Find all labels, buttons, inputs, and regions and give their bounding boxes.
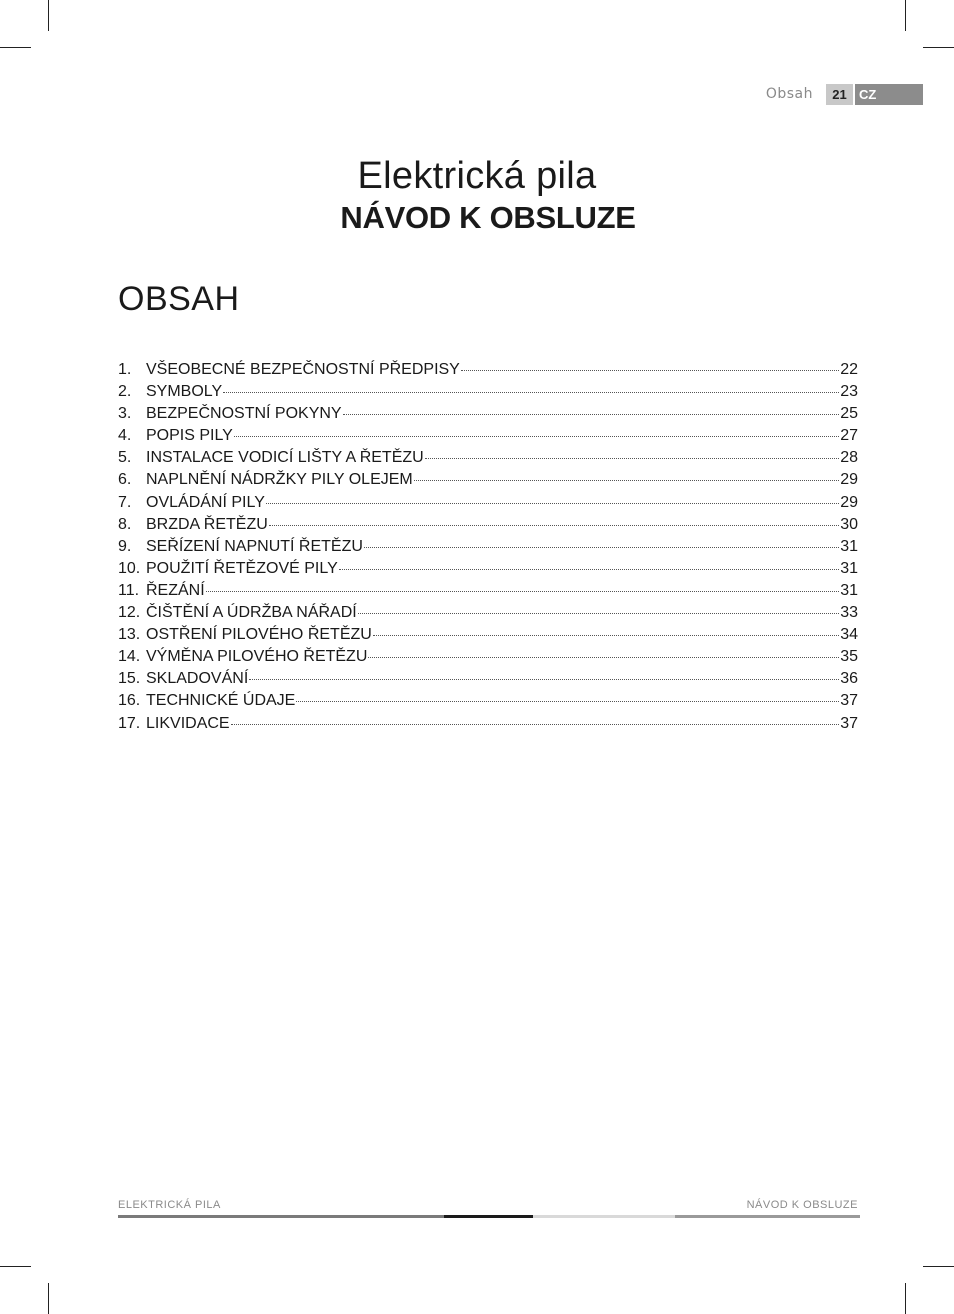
toc-entry-page: 25	[840, 405, 858, 423]
toc-entry-title: TECHNICKÉ ÚDAJE	[146, 692, 296, 710]
toc-entry-number: 1.	[118, 361, 132, 378]
toc-entry-number: 7.	[118, 493, 132, 511]
toc-dot-leader	[234, 436, 839, 437]
toc-entry-title: OVLÁDÁNÍ PILY	[146, 493, 265, 511]
footer-document-name: NÁVOD K OBSLUZE	[746, 1199, 858, 1211]
crop-mark-top-left-horizontal	[0, 47, 31, 48]
toc-entry[interactable]	[118, 471, 858, 493]
toc-entry-page: 33	[840, 604, 858, 622]
toc-entry[interactable]	[118, 361, 858, 383]
toc-entry-page: 31	[840, 559, 858, 577]
toc-dot-leader	[266, 503, 839, 504]
toc-dot-leader	[373, 635, 839, 636]
toc-entry-number: 6.	[118, 471, 132, 489]
footer-bar-segment	[444, 1215, 533, 1218]
toc-entry[interactable]	[118, 604, 858, 626]
toc-entry-page: 28	[840, 449, 858, 467]
toc-entry[interactable]	[118, 405, 858, 427]
toc-entry[interactable]	[118, 626, 858, 648]
toc-dot-leader	[231, 724, 840, 725]
toc-dot-leader	[206, 591, 840, 592]
toc-entry-page: 29	[840, 471, 858, 489]
document-title: Elektrická pila	[357, 155, 597, 197]
toc-dot-leader	[223, 392, 839, 393]
toc-entry-title: OSTŘENÍ PILOVÉHO ŘETĚZU	[146, 626, 372, 644]
toc-dot-leader	[461, 370, 839, 371]
toc-entry-number: 5.	[118, 449, 132, 467]
toc-entry-title: POUŽITÍ ŘETĚZOVÉ PILY	[146, 559, 338, 577]
toc-entry[interactable]	[118, 383, 858, 405]
toc-entry-number: 16.	[118, 692, 141, 710]
toc-entry-page: 37	[840, 692, 858, 710]
header-page-number: 21	[826, 84, 853, 105]
toc-entry-number: 9.	[118, 537, 132, 555]
table-of-contents	[118, 361, 858, 737]
toc-entry-page: 30	[840, 515, 858, 533]
toc-entry-page: 23	[840, 383, 858, 401]
toc-entry-page: 37	[840, 714, 858, 732]
toc-dot-leader	[339, 569, 839, 570]
toc-entry-page: 27	[840, 427, 858, 445]
header-section-label: Obsah	[765, 86, 813, 102]
toc-entry-page: 22	[840, 361, 858, 378]
toc-entry-title: LIKVIDACE	[146, 714, 230, 732]
footer-bar-segment	[675, 1215, 860, 1218]
toc-dot-leader	[343, 414, 840, 415]
toc-entry[interactable]	[118, 449, 858, 471]
toc-entry-number: 12.	[118, 604, 141, 622]
crop-mark-bottom-left-horizontal	[0, 1266, 31, 1267]
toc-entry-number: 15.	[118, 670, 141, 688]
toc-entry[interactable]	[118, 494, 858, 516]
toc-entry-title: ŘEZÁNÍ	[146, 581, 205, 599]
footer-bar-segment	[118, 1215, 444, 1218]
crop-mark-bottom-left-vertical	[48, 1283, 49, 1314]
toc-entry[interactable]	[118, 516, 858, 538]
toc-entry-number: 8.	[118, 515, 132, 533]
toc-dot-leader	[425, 458, 840, 459]
toc-dot-leader	[269, 525, 839, 526]
toc-entry-number: 11.	[118, 581, 140, 599]
toc-entry-number: 14.	[118, 648, 141, 666]
toc-entry-title: SKLADOVÁNÍ	[146, 670, 249, 688]
toc-entry-page: 31	[840, 537, 858, 555]
crop-mark-bottom-right-horizontal	[923, 1266, 954, 1267]
toc-entry-number: 13.	[118, 626, 141, 644]
footer-bar-segment	[533, 1215, 675, 1218]
toc-entry-title: INSTALACE VODICÍ LIŠTY A ŘETĚZU	[146, 449, 424, 467]
toc-entry[interactable]	[118, 538, 858, 560]
toc-dot-leader	[414, 480, 839, 481]
toc-entry-number: 4.	[118, 427, 132, 445]
toc-dot-leader	[368, 657, 839, 658]
footer-product-name: ELEKTRICKÁ PILA	[118, 1199, 221, 1211]
toc-entry-title: SEŘÍZENÍ NAPNUTÍ ŘETĚZU	[146, 537, 363, 555]
toc-entry-page: 34	[840, 626, 858, 644]
toc-entry-number: 3.	[118, 405, 132, 423]
crop-mark-top-right-vertical	[905, 0, 906, 31]
toc-entry-page: 29	[840, 493, 858, 511]
toc-entry[interactable]	[118, 648, 858, 670]
toc-entry-number: 10.	[118, 559, 141, 577]
toc-entry-title: VŠEOBECNÉ BEZPEČNOSTNÍ PŘEDPISY	[146, 361, 460, 378]
toc-entry[interactable]	[118, 715, 858, 737]
toc-entry-title: VÝMĚNA PILOVÉHO ŘETĚZU	[146, 648, 368, 666]
toc-entry-title: POPIS PILY	[146, 427, 233, 445]
toc-entry[interactable]	[118, 560, 858, 582]
toc-entry[interactable]	[118, 427, 858, 449]
document-subtitle: NÁVOD K OBSLUZE	[340, 200, 636, 235]
toc-dot-leader	[358, 613, 839, 614]
toc-entry-page: 35	[840, 648, 858, 666]
toc-entry[interactable]	[118, 670, 858, 692]
crop-mark-top-right-horizontal	[923, 47, 954, 48]
toc-entry-number: 2.	[118, 383, 132, 401]
toc-entry-page: 36	[840, 670, 858, 688]
contents-heading: OBSAH	[118, 280, 240, 318]
toc-entry[interactable]	[118, 692, 858, 714]
crop-mark-bottom-right-vertical	[905, 1283, 906, 1314]
crop-mark-top-left-vertical	[48, 0, 49, 31]
toc-entry[interactable]	[118, 582, 858, 604]
toc-entry-title: BEZPEČNOSTNÍ POKYNY	[146, 405, 342, 423]
toc-dot-leader	[296, 701, 839, 702]
toc-entry-page: 31	[840, 581, 858, 599]
toc-entry-title: BRZDA ŘETĚZU	[146, 515, 268, 533]
toc-entry-title: SYMBOLY	[146, 383, 223, 401]
header-language-tag: CZ	[855, 84, 923, 105]
toc-dot-leader	[249, 679, 839, 680]
toc-dot-leader	[364, 547, 839, 548]
toc-entry-title: NAPLNĚNÍ NÁDRŽKY PILY OLEJEM	[146, 471, 413, 489]
toc-entry-title: ČIŠTĚNÍ A ÚDRŽBA NÁŘADÍ	[146, 604, 357, 622]
toc-entry-number: 17.	[118, 714, 141, 732]
